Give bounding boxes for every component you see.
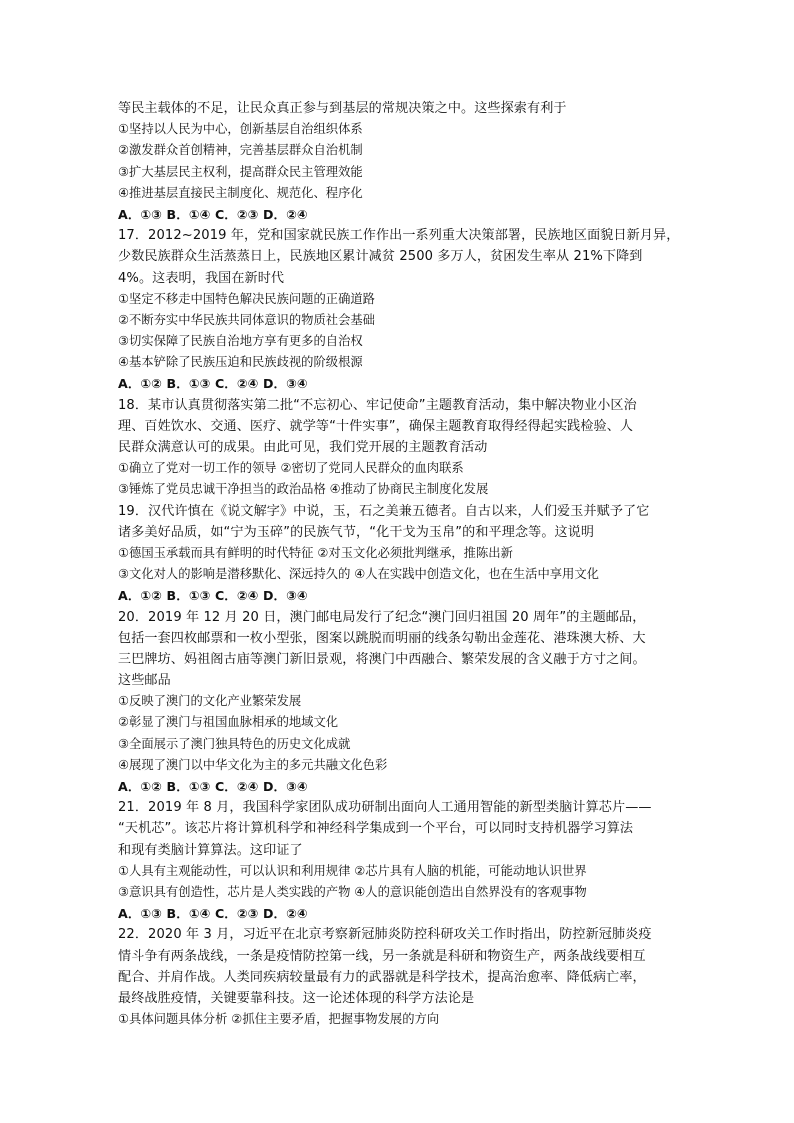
option-line: ③文化对人的影响是潜移默化、深远持久的 ④人在实践中创造文化，也在生活中享用文化 <box>118 567 599 582</box>
question-line: 这些邮品 <box>118 673 171 689</box>
option-line: ①反映了澳门的文化产业繁荣发展 <box>118 694 302 709</box>
question-line: 民群众满意认可的成果。由此可见，我们党开展的主题教育活动 <box>118 440 488 455</box>
answer-choices-line: A．①② B．①③ C．②④ D．③④ <box>118 588 308 604</box>
answer-choices-line: A．①② B．①③ C．②④ D．③④ <box>118 376 308 392</box>
question-line: 等民主载体的不足，让民众真正参与到基层的常规决策之中。这些探索有利于 <box>118 101 567 116</box>
question-line: “天机芯”。该芯片将计算机科学和神经科学集成到一个平台，可以同时支持机器学习算法 <box>118 821 634 837</box>
answer-choices-line: A．①③ B．①④ C．②③ D．②④ <box>118 906 308 922</box>
answer-choices-line: A．①② B．①③ C．②④ D．③④ <box>118 779 308 794</box>
option-line: ②彰显了澳门与祖国血脉相承的地域文化 <box>118 715 339 730</box>
question-line: 18．某市认真贯彻落实第二批“不忘初心、牢记使命”主题教育活动，集中解决物业小区治 <box>118 397 637 413</box>
option-line: ③意识具有创造性，芯片是人类实践的产物 ④人的意识能创造出自然界没有的客观事物 <box>118 884 587 899</box>
option-line: ③切实保障了民族自治地方享有更多的自治权 <box>118 334 363 349</box>
question-line: 理、百姓饮水、交通、医疗、就学等“十件实事”，确保主题教育取得经得起实践检验、人 <box>118 418 634 434</box>
question-line: 4%。这表明，我国在新时代 <box>118 270 285 286</box>
option-line: ①人具有主观能动性，可以认识和利用规律 ②芯片具有人脑的机能，可能动地认识世界 <box>118 863 587 878</box>
option-line: ②激发群众首创精神，完善基层群众自治机制 <box>118 143 363 158</box>
option-line: ③锤炼了党员忠诚干净担当的政治品格 ④推动了协商民主制度化发展 <box>118 482 489 497</box>
question-line: 包括一套四枚邮票和一枚小型张，图案以跳脱而明丽的线条勾勒出金莲花、港珠澳大桥、大 <box>118 630 646 646</box>
question-line: 20．2019 年 12 月 20 日，澳门邮电局发行了纪念“澳门回归祖国 20 周年”的主题邮品， <box>118 609 646 625</box>
question-line: 和现有类脑计算算法。这印证了 <box>118 842 303 858</box>
option-line: ②不断夯实中华民族共同体意识的物质社会基础 <box>118 312 375 327</box>
question-line: 诸多美好品质，如“宁为玉碎”的民族气节，“化干戈为玉帛”的和平理念等。这说明 <box>118 524 595 540</box>
option-line: ①德国玉承载而具有鲜明的时代特征 ②对玉文化必须批判继承，推陈出新 <box>118 545 513 560</box>
answer-choices-line: A．①③ B．①④ C．②③ D．②④ <box>118 206 308 222</box>
question-line: 情斗争有两条战线，一条是疫情防控第一线，另一条就是科研和物资生产，两条战线要相互 <box>118 948 646 964</box>
option-line: ③扩大基层民主权利，提高群众民主管理效能 <box>118 164 363 179</box>
option-line: ①具体问题具体分析 ②抓住主要矛盾，把握事物发展的方向 <box>118 1012 440 1027</box>
option-line: ③全面展示了澳门独具特色的历史文化成就 <box>118 736 351 751</box>
option-line: ①坚定不移走中国特色解决民族问题的正确道路 <box>118 291 375 306</box>
option-line: ④基本铲除了民族压迫和民族歧视的阶级根源 <box>118 355 363 370</box>
option-line: ①坚持以人民为中心，创新基层自治组织体系 <box>118 122 363 137</box>
question-text-block <box>118 98 688 1030</box>
question-line: 三巴牌坊、妈祖阁古庙等澳门新旧景观，将澳门中西融合、繁荣发展的含义融于方寸之间。 <box>118 651 646 667</box>
question-line: 少数民族群众生活蒸蒸日上，民族地区累计减贫 2500 多万人，贫困发生率从 21%下降到 <box>118 249 643 265</box>
option-line: ①确立了党对一切工作的领导 ②密切了党同人民群众的血肉联系 <box>118 461 464 476</box>
option-line: ④展现了澳门以中华文化为主的多元共融文化色彩 <box>118 757 388 772</box>
question-line: 22．2020 年 3 月，习近平在北京考察新冠肺炎防控科研攻关工作时指出，防控新冠肺炎疫 <box>118 927 652 943</box>
option-line: ④推进基层直接民主制度化、规范化、程序化 <box>118 185 363 200</box>
question-line: 配合、并肩作战。人类同疾病较量最有力的武器就是科学技术，提高治愈率、降低病亡率， <box>118 969 646 985</box>
question-line: 17．2012~2019 年，党和国家就民族工作作出一系列重大决策部署，民族地区面貌日新月异， <box>118 228 680 244</box>
question-line: 19．汉代许慎在《说文解字》中说，玉，石之美兼五德者。自古以来，人们爱玉并赋予了它 <box>118 503 650 519</box>
question-line: 21．2019 年 8 月，我国科学家团队成功研制出面向人工通用智能的新型类脑计算芯片—— <box>118 800 652 816</box>
question-line: 最终战胜疫情，关键要靠科技。这一论述体现的科学方法论是 <box>118 990 475 1006</box>
